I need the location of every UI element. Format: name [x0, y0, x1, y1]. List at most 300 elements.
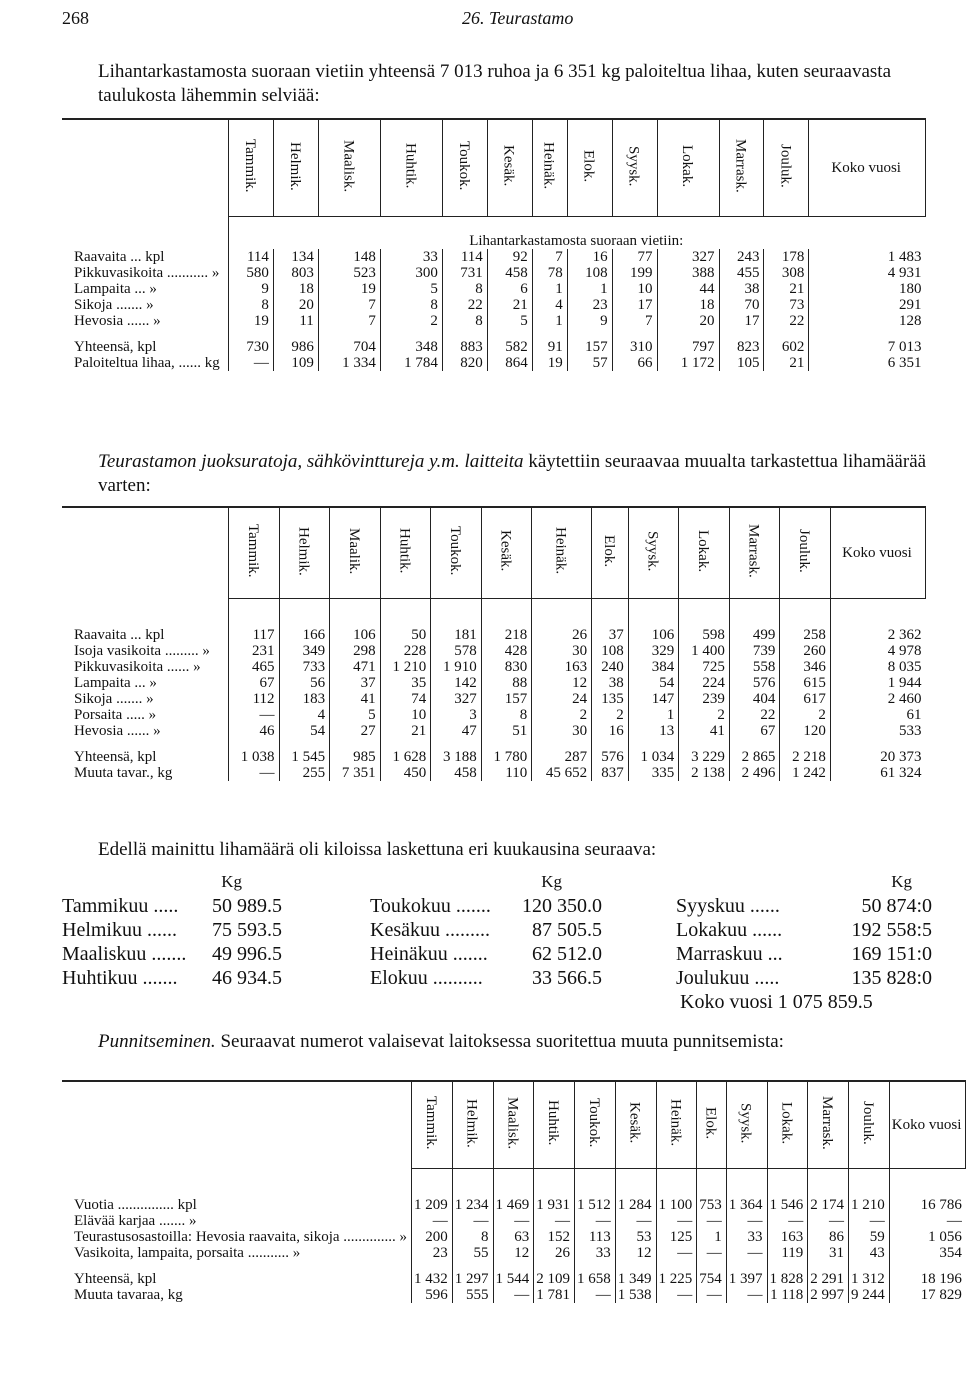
table-cell: 404	[729, 691, 780, 707]
table-cell: 346	[780, 659, 831, 675]
column-header	[279, 507, 330, 599]
table-cell: —	[575, 1213, 616, 1229]
table-cell: 830	[481, 659, 532, 675]
column-header	[412, 1081, 453, 1169]
column-header-label: Lokak.	[679, 144, 696, 188]
column-header	[592, 507, 629, 599]
table-cell: 1 546	[767, 1197, 808, 1213]
table-cell: 9 244	[849, 1287, 890, 1303]
table-cell: 20	[273, 297, 318, 313]
row-label: Sikoja ....... »	[62, 297, 229, 313]
month-name: Elokuu ..........	[370, 967, 483, 989]
table-cell: 134	[273, 249, 318, 265]
table-cell: 2 109	[534, 1271, 575, 1287]
table-header-row	[62, 507, 926, 599]
table-cell: 20 373	[880, 748, 922, 765]
table-cell: 458	[431, 765, 482, 781]
table-cell: 4	[532, 297, 567, 313]
table-cell: 148	[318, 249, 380, 265]
table-cell: 2 291	[808, 1271, 849, 1287]
table-cell: 555	[452, 1287, 493, 1303]
table-cell: 1 483	[887, 249, 922, 265]
year-total: Koko vuosi 1 075 859.5	[680, 991, 873, 1013]
table-cell: 298	[330, 643, 381, 659]
table-row	[62, 313, 926, 329]
column-header-label: Marrask.	[745, 524, 762, 578]
table-cell: 837	[592, 765, 629, 781]
table-cell: 731	[442, 265, 487, 281]
table-cell: 45 652	[532, 765, 592, 781]
table-cell: 1 334	[318, 355, 380, 371]
table-cell: 1 944	[887, 674, 922, 691]
table-cell: 56	[279, 675, 330, 691]
table-cell: 1 118	[767, 1287, 808, 1303]
table-cell: —	[575, 1287, 616, 1303]
column-header-label: Elok.	[702, 1106, 719, 1140]
table-cell: 61	[906, 706, 922, 723]
table-cell: 240	[592, 659, 629, 675]
table-cell: 1 210	[380, 659, 431, 675]
table-cell: 582	[487, 339, 532, 355]
table-cell: 11	[273, 313, 318, 329]
table-cell: 797	[657, 339, 719, 355]
table-cell: 7	[318, 297, 380, 313]
table-cell: 113	[575, 1229, 616, 1245]
table-cell: 823	[719, 339, 764, 355]
table-cell: 41	[679, 723, 730, 739]
table-cell: —	[726, 1245, 767, 1261]
kg-label: Kg	[891, 872, 912, 891]
row-label: Yhteensä, kpl	[62, 339, 229, 355]
table-row	[62, 1213, 966, 1229]
table-cell: 598	[679, 627, 730, 643]
table-cell: —	[229, 355, 274, 371]
column-header	[532, 507, 592, 599]
column-header-label: Kesäk.	[500, 145, 517, 187]
month-name: Helmikuu ......	[62, 919, 177, 941]
month-name: Huhtikuu .......	[62, 967, 178, 989]
column-header	[452, 1081, 493, 1169]
table-cell: 1 210	[849, 1197, 890, 1213]
table-cell: 152	[534, 1229, 575, 1245]
table-cell: 1	[532, 281, 567, 297]
table-cell: 5	[487, 313, 532, 329]
table-cell: 7	[318, 313, 380, 329]
table-cell: 2	[592, 707, 629, 723]
table-cell: 558	[729, 659, 780, 675]
table-cell: 1 312	[849, 1271, 890, 1287]
table-cell: 26	[534, 1245, 575, 1261]
row-label: Raavaita ... kpl	[62, 627, 229, 643]
month-kg-value: 135 828:0	[851, 967, 932, 989]
table-cell: —	[656, 1245, 697, 1261]
table-cell: 754	[697, 1271, 727, 1287]
column-header-label: Heinäk.	[552, 527, 569, 575]
table-cell: 1 038	[229, 749, 280, 765]
table-row	[62, 627, 926, 643]
table-cell: 19	[318, 281, 380, 297]
row-label: Isoja vasikoita ......... »	[62, 643, 229, 659]
table-cell: 753	[697, 1197, 727, 1213]
table-cell: 465	[229, 659, 280, 675]
table-cell: 224	[679, 675, 730, 691]
month-kg-row	[676, 894, 932, 918]
table-cell: 8 035	[887, 658, 922, 675]
column-header	[532, 119, 567, 217]
table-cell: 327	[657, 249, 719, 265]
table-row	[62, 1229, 966, 1245]
table-cell: 596	[412, 1287, 453, 1303]
table-cell: 4	[279, 707, 330, 723]
table-cell: 310	[612, 339, 657, 355]
table-cell: 51	[481, 723, 532, 739]
table-cell: 43	[849, 1245, 890, 1261]
table-cell: 1 284	[615, 1197, 656, 1213]
column-header	[534, 1081, 575, 1169]
table-cell: —	[229, 707, 280, 723]
table-row	[62, 1245, 966, 1261]
table-cell: —	[229, 765, 280, 781]
column-header-label: Tammik.	[422, 1096, 439, 1150]
row-label: Pikkuvasikoita ........... »	[62, 265, 229, 281]
table-cell: 180	[899, 281, 922, 297]
column-header	[697, 1081, 727, 1169]
table-cell: 33	[575, 1245, 616, 1261]
paragraph-equipment	[62, 450, 932, 498]
month-kg-row	[676, 966, 932, 990]
column-header	[575, 1081, 616, 1169]
month-kg-value: 50 989.5	[212, 895, 282, 917]
table-cell: 112	[229, 691, 280, 707]
table-cell: 3 188	[431, 749, 482, 765]
month-name: Maaliskuu .......	[62, 943, 187, 965]
table-cell: 41	[330, 691, 381, 707]
table-cell: 1 297	[452, 1271, 493, 1287]
table-cell: 883	[442, 339, 487, 355]
month-name: Syyskuu ......	[676, 895, 780, 917]
table-cell: 388	[657, 265, 719, 281]
table-cell: 7 351	[330, 765, 381, 781]
month-kg-row	[62, 918, 282, 942]
table-cell: 1 225	[656, 1271, 697, 1287]
paragraph-italic: Teurastamon juoksuratoja, sähkövinttureja y.m. laitteita	[98, 451, 524, 472]
table-cell: 733	[279, 659, 330, 675]
table-row	[62, 659, 926, 675]
column-header	[719, 119, 764, 217]
table-cell: 2 997	[808, 1287, 849, 1303]
month-name: Joulukuu .....	[676, 967, 780, 989]
table-cell: —	[412, 1213, 453, 1229]
column-header	[628, 507, 679, 599]
table-cell: 22	[442, 297, 487, 313]
table-cell: 218	[481, 627, 532, 643]
table-cell: —	[493, 1213, 534, 1229]
table-cell: 21	[487, 297, 532, 313]
table-cell: 428	[481, 643, 532, 659]
month-name: Marraskuu ...	[676, 943, 783, 965]
table-cell: 3 229	[679, 749, 730, 765]
month-kg-value: 62 512.0	[532, 943, 602, 965]
table-cell: 458	[487, 265, 532, 281]
table-cell: 19	[229, 313, 274, 329]
column-header-label: Maalik.	[345, 527, 362, 575]
table-cell: 8	[452, 1229, 493, 1245]
table-row	[62, 723, 926, 739]
table-cell: 2 218	[780, 749, 831, 765]
column-header-label: Jouluk.	[777, 144, 794, 188]
column-header-label: Jouluk.	[796, 529, 813, 573]
column-header	[481, 507, 532, 599]
table-header-row	[62, 119, 926, 217]
monthly-kg-col-3	[676, 870, 932, 990]
table-cell: 1 780	[481, 749, 532, 765]
row-label: Yhteensä, kpl	[62, 749, 229, 765]
month-kg-value: 46 934.5	[212, 967, 282, 989]
row-label: Lampaita ... »	[62, 675, 229, 691]
table-cell: 1 242	[780, 765, 831, 781]
table-cell: 54	[628, 675, 679, 691]
table-row	[62, 643, 926, 659]
table-cell: —	[726, 1213, 767, 1229]
table-cell: 23	[567, 297, 612, 313]
table-cell: 18	[657, 297, 719, 313]
table-cell: 183	[279, 691, 330, 707]
month-name: Lokakuu ......	[676, 919, 783, 941]
column-header	[487, 119, 532, 217]
month-kg-row	[676, 942, 932, 966]
table-cell: 109	[273, 355, 318, 371]
table-cell: 985	[330, 749, 381, 765]
column-header-label: Marrask.	[732, 139, 749, 193]
table-row	[62, 249, 926, 265]
table-cell: 53	[615, 1229, 656, 1245]
table-cell: 54	[279, 723, 330, 739]
table-cell: 20	[657, 313, 719, 329]
column-header-label: Tammik.	[241, 139, 258, 193]
column-header-label: Tammik.	[244, 524, 261, 578]
table-cell: 2 138	[679, 765, 730, 781]
column-header	[849, 1081, 890, 1169]
table-cell: 4 931	[887, 265, 922, 281]
row-label: Hevosia ...... »	[62, 313, 229, 329]
table-cell: 239	[679, 691, 730, 707]
table-cell: 308	[764, 265, 809, 281]
table-cell: —	[808, 1213, 849, 1229]
table-cell: —	[849, 1213, 890, 1229]
table-cell: 2	[679, 707, 730, 723]
month-name: Tammikuu .....	[62, 895, 179, 917]
intro-paragraph: Lihantarkastamosta suoraan vietiin yhteensä 7 013 ruhoa ja 6 351 kg paloiteltua lihaa, kuten seuraavasta taulukosta lähemmin selviää:	[98, 61, 891, 106]
table-cell: 18	[273, 281, 318, 297]
table-row	[62, 297, 926, 313]
table-subheading-row	[62, 217, 926, 250]
row-label: Paloiteltua lihaa, ...... kg	[62, 355, 229, 371]
column-header-label: Kesäk.	[497, 530, 514, 572]
row-label: Pikkuvasikoita ...... »	[62, 659, 229, 675]
table-cell: 4 978	[887, 642, 922, 659]
table-row	[62, 675, 926, 691]
table-cell: 8	[481, 707, 532, 723]
table-cell: 7	[612, 313, 657, 329]
table-cell: 5	[380, 281, 442, 297]
table-cell: 10	[612, 281, 657, 297]
table-cell: 2 174	[808, 1197, 849, 1213]
table-cell: —	[656, 1213, 697, 1229]
month-kg-value: 50 874:0	[861, 895, 932, 917]
table-cell: 1 364	[726, 1197, 767, 1213]
table-cell: 50	[380, 627, 431, 643]
table-cell: 8	[442, 313, 487, 329]
row-label: Vasikoita, lampaita, porsaita ........... »	[62, 1245, 412, 1261]
table-cell: 23	[412, 1245, 453, 1261]
column-header	[729, 507, 780, 599]
table-cell: 1	[567, 281, 612, 297]
row-label: Muuta tavar., kg	[62, 765, 229, 781]
table-cell: 8	[229, 297, 274, 313]
table-cell: 384	[628, 659, 679, 675]
table-cell: 617	[780, 691, 831, 707]
monthly-kg-col-1	[62, 870, 282, 990]
column-header-label: Helmik.	[295, 526, 312, 576]
table-cell: 578	[431, 643, 482, 659]
table-cell: 78	[532, 265, 567, 281]
table-direct-exports	[62, 118, 926, 371]
table-cell: —	[946, 1212, 962, 1229]
row-label: Muuta tavaraa, kg	[62, 1287, 412, 1303]
table-cell: —	[493, 1287, 534, 1303]
column-header	[656, 1081, 697, 1169]
table-cell: 63	[493, 1229, 534, 1245]
table-cell: 615	[780, 675, 831, 691]
column-header	[380, 507, 431, 599]
table-cell: 22	[729, 707, 780, 723]
column-header-year: Koko vuosi	[830, 507, 925, 599]
table-cell: 576	[592, 749, 629, 765]
row-label: Yhteensä, kpl	[62, 1271, 412, 1287]
table-cell: 178	[764, 249, 809, 265]
table-row	[62, 707, 926, 723]
table-cell: 57	[567, 355, 612, 371]
column-header	[431, 507, 482, 599]
table-cell: 200	[412, 1229, 453, 1245]
kg-label: Kg	[221, 872, 242, 891]
table-cell: 739	[729, 643, 780, 659]
table-cell: 199	[612, 265, 657, 281]
table-cell: 106	[330, 627, 381, 643]
table-cell: 533	[899, 722, 922, 739]
table-cell: 986	[273, 339, 318, 355]
table-cell: 37	[592, 627, 629, 643]
table-cell: —	[534, 1213, 575, 1229]
table-cell: 730	[229, 339, 274, 355]
table-weighing	[62, 1080, 966, 1303]
table-cell: —	[726, 1287, 767, 1303]
row-label: Lampaita ... »	[62, 281, 229, 297]
column-header	[679, 507, 730, 599]
table-cell: 2 865	[729, 749, 780, 765]
column-header	[726, 1081, 767, 1169]
paragraph-text: käytettiin seuraavaa muualta tarkastettua lihamäärää varten:	[98, 451, 927, 496]
month-name: Kesäkuu .........	[370, 919, 490, 941]
table-cell: 22	[764, 313, 809, 329]
table-cell: 166	[279, 627, 330, 643]
column-header-year: Koko vuosi	[889, 1081, 966, 1169]
table-cell: 1 432	[412, 1271, 453, 1287]
column-header	[764, 119, 809, 217]
table-cell: 255	[279, 765, 330, 781]
table-cell: 6 351	[887, 355, 922, 371]
table-row	[62, 1271, 966, 1287]
table-cell: 1 397	[726, 1271, 767, 1287]
table-cell: 61 324	[880, 764, 922, 781]
table-cell: 21	[764, 281, 809, 297]
month-name: Heinäkuu .......	[370, 943, 488, 965]
table-cell: 1 658	[575, 1271, 616, 1287]
column-header	[380, 119, 442, 217]
table-cell: 450	[380, 765, 431, 781]
row-label: Hevosia ...... »	[62, 723, 229, 739]
column-header	[273, 119, 318, 217]
table-row	[62, 749, 926, 765]
table-cell: 47	[431, 723, 482, 739]
table-cell: 1 100	[656, 1197, 697, 1213]
column-header-label: Toukok.	[455, 141, 472, 191]
paragraph-weighing	[62, 1030, 932, 1054]
table-cell: 12	[493, 1245, 534, 1261]
table-cell: 135	[592, 691, 629, 707]
paragraph-italic: Punnitseminen.	[98, 1031, 216, 1052]
column-header	[318, 119, 380, 217]
table-cell: 7	[532, 249, 567, 265]
table-cell: 46	[229, 723, 280, 739]
column-header	[567, 119, 612, 217]
row-label: Sikoja ....... »	[62, 691, 229, 707]
column-header-label: Jouluk.	[859, 1101, 876, 1145]
table-cell: 2	[532, 707, 592, 723]
table-cell: 13	[628, 723, 679, 739]
month-name: Toukokuu .......	[370, 895, 491, 917]
table-cell: 157	[567, 339, 612, 355]
column-header-label: Kesäk.	[626, 1102, 643, 1144]
table-cell: 260	[780, 643, 831, 659]
month-kg-row	[62, 894, 282, 918]
month-kg-value: 33 566.5	[532, 967, 602, 989]
column-header-label: Elok.	[580, 149, 597, 183]
column-header	[493, 1081, 534, 1169]
table-cell: 1 781	[534, 1287, 575, 1303]
table-cell: 16	[592, 723, 629, 739]
table-cell: 349	[279, 643, 330, 659]
table-cell: 120	[780, 723, 831, 739]
table-cell: 59	[849, 1229, 890, 1245]
table-cell: 499	[729, 627, 780, 643]
column-header-label: Heinäk.	[540, 142, 557, 190]
table-cell: 725	[679, 659, 730, 675]
table-cell: 26	[532, 627, 592, 643]
month-kg-row	[62, 942, 282, 966]
table-cell: 803	[273, 265, 318, 281]
table-row	[62, 1197, 966, 1213]
table-cell: 163	[532, 659, 592, 675]
table-cell: 92	[487, 249, 532, 265]
column-header	[229, 119, 274, 217]
row-label: Porsaita ..... »	[62, 707, 229, 723]
table-cell: 471	[330, 659, 381, 675]
month-kg-value: 169 151:0	[851, 943, 932, 965]
table-cell: —	[697, 1287, 727, 1303]
column-header-label: Huhtik.	[402, 143, 419, 189]
table-cell: 19	[532, 355, 567, 371]
